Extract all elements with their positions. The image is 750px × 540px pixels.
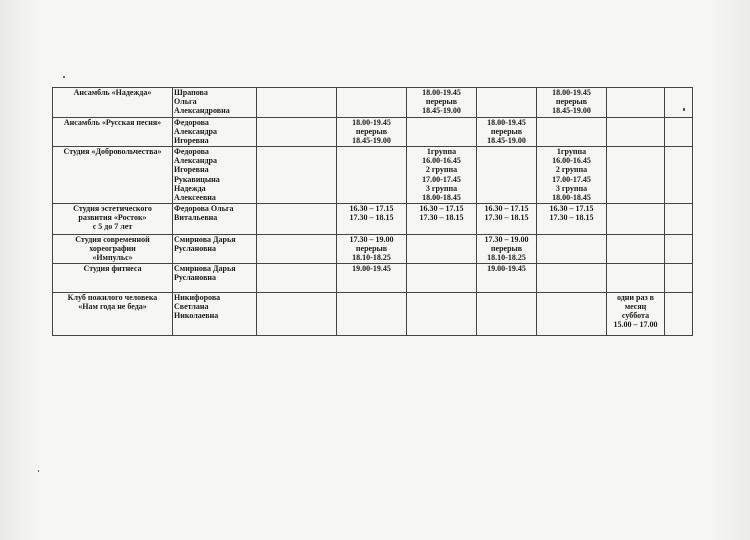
time-slot-line: 16.30 – 17.15 — [349, 204, 394, 213]
studio-name-cell — [53, 204, 173, 235]
time-slot-line: 18.45-19.00 — [487, 136, 526, 146]
time-slot-cell — [537, 292, 607, 335]
table-row — [53, 147, 693, 204]
time-slot-line: 17.30 – 18.15 — [484, 213, 529, 223]
time-slot-cell — [477, 235, 537, 264]
time-slot-line: 18.45-19.00 — [352, 136, 391, 146]
time-slot-cell — [537, 118, 607, 147]
leader-name-line: Витальевна — [174, 213, 218, 223]
studio-name-line: Студия современной — [75, 235, 150, 244]
time-slot-line: 18.00-18.45 — [552, 193, 591, 203]
time-slot-cell — [337, 88, 407, 118]
leader-name-line: Руслановна — [174, 244, 217, 254]
time-slot-cell — [477, 263, 537, 292]
table-row — [53, 235, 693, 264]
time-slot-cell — [407, 235, 477, 264]
time-slot-cell — [337, 235, 407, 264]
leader-name-line: Федорова Ольга — [174, 204, 234, 213]
table-row — [53, 88, 693, 118]
time-slot-line: месяц — [624, 301, 647, 311]
leader-name-line: Никифорова — [174, 292, 221, 302]
studio-name-line: «Нам года не беда» — [78, 301, 147, 311]
studio-name-line: хореографии — [89, 244, 136, 254]
time-slot-line: 17.30 – 19.00 — [349, 235, 394, 244]
time-slot-line: 17.30 – 18.15 — [419, 213, 464, 223]
time-slot-line: 16.30 – 17.15 — [484, 204, 529, 213]
time-slot-cell — [407, 204, 477, 235]
time-slot-line: перерыв — [355, 127, 388, 137]
time-slot-cell — [257, 147, 337, 204]
leader-name-line: Надежда — [174, 183, 206, 193]
time-slot-cell — [257, 235, 337, 264]
time-slot-cell — [407, 88, 477, 118]
time-slot-cell — [607, 88, 665, 118]
leader-name-line: Ольга — [174, 97, 197, 107]
time-slot-line: 18.00-18.45 — [422, 193, 461, 203]
studio-name-line: Студия эстетического — [73, 204, 152, 213]
time-slot-line: 16.30 – 17.15 — [419, 204, 464, 213]
time-slot-cell — [537, 235, 607, 264]
leader-name-cell — [173, 204, 257, 235]
time-slot-cell — [665, 292, 693, 335]
time-slot-line: 18.00-19.45 — [352, 118, 391, 127]
time-slot-cell — [537, 263, 607, 292]
table-row — [53, 292, 693, 335]
time-slot-line: перерыв — [355, 244, 388, 254]
time-slot-cell — [257, 88, 337, 118]
time-slot-line: 15.00 – 17.00 — [613, 320, 658, 330]
studio-name-cell — [53, 118, 173, 147]
time-slot-cell — [665, 147, 693, 204]
time-slot-line: 17.00-17.45 — [552, 174, 591, 184]
time-slot-line: перерыв — [555, 97, 588, 107]
studio-name-line: Ансамбль «Русская песня» — [63, 118, 162, 127]
time-slot-cell — [477, 88, 537, 118]
leader-name-line: Смирнова Дарья — [174, 235, 236, 244]
table-row — [53, 263, 693, 292]
leader-name-line: Николаевна — [174, 311, 219, 321]
time-slot-line: 1группа — [426, 147, 457, 156]
time-slot-cell — [257, 263, 337, 292]
studio-name-cell — [53, 292, 173, 335]
time-slot-cell — [537, 204, 607, 235]
time-slot-cell — [337, 204, 407, 235]
time-slot-cell — [665, 263, 693, 292]
studio-name-cell — [53, 263, 173, 292]
time-slot-cell — [607, 147, 665, 204]
schedule-table — [52, 87, 693, 336]
time-slot-cell — [407, 147, 477, 204]
time-slot-cell — [665, 118, 693, 147]
leader-name-line: Смирнова Дарья — [174, 263, 236, 273]
time-slot-cell — [257, 118, 337, 147]
time-slot-line: 16.00-16.45 — [422, 156, 461, 166]
time-slot-cell — [537, 88, 607, 118]
time-slot-cell — [477, 147, 537, 204]
time-slot-cell — [477, 118, 537, 147]
table-row — [53, 204, 693, 235]
time-slot-line: 2 группа — [555, 165, 588, 175]
time-slot-cell — [607, 204, 665, 235]
time-slot-cell — [665, 88, 693, 118]
leader-name-line: Александра — [174, 127, 217, 137]
leader-name-cell — [173, 147, 257, 204]
studio-name-line: развития «Росток» — [78, 213, 147, 223]
time-slot-line: перерыв — [425, 97, 458, 107]
leader-name-cell — [173, 263, 257, 292]
time-slot-line: 17.30 – 18.15 — [349, 213, 394, 223]
time-slot-line: 3 группа — [425, 183, 458, 193]
time-slot-cell — [337, 263, 407, 292]
time-slot-line: 18.10-18.25 — [352, 253, 391, 263]
studio-name-line: Клуб пожилого человека — [67, 292, 158, 302]
time-slot-cell — [607, 263, 665, 292]
time-slot-line: 18.00-19.45 — [487, 118, 526, 127]
leader-name-line: Александра — [174, 156, 217, 166]
leader-name-line: Алексеевна — [174, 193, 216, 203]
time-slot-cell — [607, 118, 665, 147]
time-slot-line: перерыв — [490, 244, 523, 254]
time-slot-line: 2 группа — [425, 165, 458, 175]
time-slot-line: 18.45-19.00 — [422, 106, 461, 116]
time-slot-cell — [337, 147, 407, 204]
studio-name-line: Студия «Добровольчества» — [63, 147, 162, 156]
scan-speck — [38, 470, 39, 472]
time-slot-line: 18.10-18.25 — [487, 253, 526, 263]
leader-name-line: Игоревна — [174, 165, 209, 175]
leader-name-line: Федорова — [174, 147, 209, 156]
time-slot-cell — [407, 118, 477, 147]
time-slot-cell — [477, 204, 537, 235]
time-slot-cell — [257, 292, 337, 335]
leader-name-line: Александровна — [174, 106, 230, 116]
leader-name-cell — [173, 88, 257, 118]
time-slot-line: суббота — [621, 311, 650, 321]
table-row — [53, 118, 693, 147]
leader-name-line: Федорова — [174, 118, 209, 127]
time-slot-line: одни раз в — [616, 292, 655, 302]
studio-name-line: «Импульс» — [92, 253, 133, 263]
time-slot-line: 1группа — [556, 147, 587, 156]
time-slot-line: 3 группа — [555, 183, 588, 193]
time-slot-cell — [407, 292, 477, 335]
time-slot-cell — [665, 204, 693, 235]
time-slot-cell — [337, 118, 407, 147]
time-slot-cell — [257, 204, 337, 235]
time-slot-line: 17.00-17.45 — [422, 174, 461, 184]
time-slot-line: 18.00-19.45 — [552, 88, 591, 97]
studio-name-line: Ансамбль «Надежда» — [73, 88, 152, 97]
leader-name-cell — [173, 118, 257, 147]
studio-name-cell — [53, 88, 173, 118]
leader-name-line: Рукавицына — [174, 174, 220, 184]
time-slot-line: 18.00-19.45 — [422, 88, 461, 97]
time-slot-line: 17.30 – 19.00 — [484, 235, 529, 244]
time-slot-line: 19.00-19.45 — [352, 263, 391, 273]
time-slot-cell — [477, 292, 537, 335]
scan-speck — [63, 76, 65, 78]
time-slot-cell — [337, 292, 407, 335]
leader-name-line: Руслановна — [174, 272, 217, 282]
leader-name-line: Игоревна — [174, 136, 209, 146]
time-slot-line: 16.00-16.45 — [552, 156, 591, 166]
studio-name-line: с 5 до 7 лет — [92, 222, 133, 232]
leader-name-cell — [173, 292, 257, 335]
leader-name-line: Светлана — [174, 301, 209, 311]
time-slot-line: 16.30 – 17.15 — [549, 204, 594, 213]
time-slot-line: 17.30 – 18.15 — [549, 213, 594, 223]
time-slot-cell — [665, 235, 693, 264]
studio-name-cell — [53, 235, 173, 264]
time-slot-line: 19.00-19.45 — [487, 263, 526, 273]
time-slot-cell — [537, 147, 607, 204]
time-slot-cell — [407, 263, 477, 292]
leader-name-cell — [173, 235, 257, 264]
studio-name-line: Студия фитнеса — [83, 263, 142, 273]
time-slot-cell — [607, 292, 665, 335]
time-slot-cell — [607, 235, 665, 264]
time-slot-line: 18.45-19.00 — [552, 106, 591, 116]
leader-name-line: Шрапова — [174, 88, 208, 97]
studio-name-cell — [53, 147, 173, 204]
time-slot-line: перерыв — [490, 127, 523, 137]
